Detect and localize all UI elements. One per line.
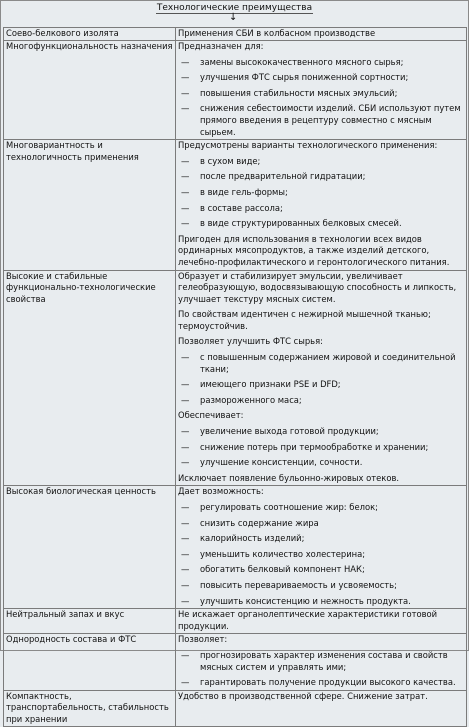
list-item-text: прогнозировать характер изменения состава и свойств мясных систем и управлять ими; [200, 649, 448, 672]
advantage-name: Многофункциональность назначения [4, 41, 176, 140]
application-cell [176, 41, 467, 140]
application-cell [176, 140, 467, 270]
table-body [4, 41, 467, 727]
application-text: Дает возможность: [178, 486, 264, 497]
list-item [178, 352, 464, 375]
list-item-text: повышения стабильности мясных эмульсий; [200, 87, 398, 98]
list-item [178, 677, 464, 689]
list-item-text: улучшить консистенцию и нежность продукта. [200, 595, 411, 606]
application-cell [176, 270, 467, 486]
table-header-row [4, 28, 467, 41]
list-item [178, 395, 464, 407]
advantages-table [3, 27, 467, 727]
list-item [178, 596, 464, 608]
dash-marker: — [181, 502, 190, 512]
list-item-text: увеличение выхода готовой продукции; [200, 426, 379, 437]
dash-marker: — [181, 564, 190, 575]
application-text: Позволяет: [178, 634, 228, 645]
list-item [178, 171, 464, 183]
list-item-text: после предварительной гидратации; [200, 171, 366, 182]
list-item [178, 218, 464, 230]
dash-marker: — [181, 441, 190, 452]
dash-marker: — [181, 579, 190, 590]
list-item [178, 72, 464, 84]
down-arrow-icon: ↓ [229, 12, 238, 23]
list-item-text: снижение потерь при термообработке и хранении; [200, 441, 429, 452]
dash-marker: — [181, 517, 190, 528]
list-item [178, 187, 464, 199]
list-item [178, 426, 464, 438]
list-item [178, 379, 464, 391]
list-item-text: в составе рассола; [200, 202, 283, 213]
application-cell [176, 609, 467, 634]
table-row [4, 634, 467, 690]
advantage-name: Высокая биологическая ценность [4, 486, 176, 609]
list-item [178, 203, 464, 215]
list-item [178, 580, 464, 592]
application-cell [176, 634, 467, 690]
list-item-text: замены высококачественного мясного сырья; [200, 56, 404, 67]
list-item-text: гарантировать получение продукции высокого качества. [200, 677, 456, 688]
list-item [178, 502, 464, 514]
application-text: Не искажает органолептические характеристики готовой продукции. [178, 609, 438, 631]
list-item-text: регулировать соотношение жир: белок; [200, 502, 378, 512]
dash-marker: — [181, 202, 190, 213]
list-item [178, 650, 464, 673]
dash-marker: — [181, 103, 190, 114]
table-row [4, 486, 467, 609]
dash-marker: — [181, 426, 190, 437]
application-text: Обеспечивает: [178, 410, 244, 421]
application-text: Предназначен для: [178, 41, 264, 51]
list-item [178, 156, 464, 168]
dash-marker: — [181, 352, 190, 363]
application-text: По свойствам идентичен с нежирной мышечной тканью; термоустойчив. [178, 309, 431, 331]
list-item-text: имеющего признаки PSE и DFD; [200, 379, 341, 390]
list-item-text: улучшения ФТС сырья пониженной сортности; [200, 72, 409, 83]
dash-marker: — [181, 677, 190, 688]
list-item-text: снизить содержание жира [200, 517, 319, 528]
dash-marker: — [181, 548, 190, 559]
application-text: Позволяет улучшить ФТС сырья: [178, 336, 323, 347]
advantage-name: Однородность состава и ФТС [4, 634, 176, 690]
dash-marker: — [181, 457, 190, 468]
dash-marker: — [181, 186, 190, 197]
list-item [178, 88, 464, 100]
application-cell [176, 690, 467, 726]
list-item-text: повысить перевариваемость и усвояемость; [200, 579, 397, 590]
dash-marker: — [181, 218, 190, 229]
dash-marker: — [181, 533, 190, 544]
dash-marker: — [181, 56, 190, 67]
list-item-text: в виде структурированных белковых смесей. [200, 218, 402, 229]
application-text: Пригоден для использования в технологии всех видов ординарных мясопродуктов, а также изделий детского, лечебно-профилактического и геронтологического питания. [178, 233, 450, 267]
dash-marker: — [181, 87, 190, 98]
table-row [4, 690, 467, 726]
list-item [178, 103, 464, 138]
dash-marker: — [181, 171, 190, 182]
list-item-text: снижения себестоимости изделий. СБИ используют путем прямого введения в рецептуру совместно с мясным сырьем. [200, 103, 461, 137]
advantage-name: Высокие и стабильные функционально-технологические свойства [4, 270, 176, 486]
table-row [4, 270, 467, 486]
list-item [178, 549, 464, 561]
dash-marker: — [181, 155, 190, 166]
list-item [178, 564, 464, 576]
table-row [4, 41, 467, 140]
header-left: Соево-белкового изолята [4, 28, 176, 41]
list-item [178, 57, 464, 69]
title-text: Технологические преимущества [156, 3, 313, 13]
list-item [178, 442, 464, 454]
advantage-name: Компактность, транспортабельность, стабильность при хранении [4, 690, 176, 726]
application-text: Предусмотрены варианты технологического применения: [178, 140, 438, 151]
list-item-text: обогатить белковый компонент НАК; [200, 564, 365, 575]
dash-marker: — [181, 394, 190, 405]
list-item-text: уменьшить количество холестерина; [200, 548, 366, 559]
list-item-text: с повышенным содержанием жировой и соединительной ткани; [200, 352, 456, 374]
dash-marker: — [181, 72, 190, 83]
application-text: Удобство в производственной сфере. Снижение затрат. [178, 690, 428, 701]
table-row [4, 609, 467, 634]
list-item [178, 518, 464, 530]
dash-marker: — [181, 649, 190, 660]
advantage-name: Нейтральный запах и вкус [4, 609, 176, 634]
list-item [178, 457, 464, 469]
list-item-text: в виде гель-формы; [200, 186, 288, 197]
list-item-text: размороженного маса; [200, 394, 302, 405]
dash-marker: — [181, 379, 190, 390]
application-cell [176, 486, 467, 609]
list-item-text: улучшение консистенции, сочности. [200, 457, 363, 468]
advantage-name: Многовариантность и технологичность применения [4, 140, 176, 270]
list-item-text: калорийность изделий; [200, 533, 305, 544]
application-text: Образует и стабилизирует эмульсии, увеличивает гелеобразующую, водосвязывающую способность и липкость, улучшает текстуру мясных систем. [178, 270, 457, 304]
header-right: Применения СБИ в колбасном производстве [176, 28, 467, 41]
dash-marker: — [181, 595, 190, 606]
table-row [4, 140, 467, 270]
list-item [178, 533, 464, 545]
list-item-text: в сухом виде; [200, 155, 261, 166]
application-text: Исключает появление бульонно-жировых отеков. [178, 472, 400, 483]
